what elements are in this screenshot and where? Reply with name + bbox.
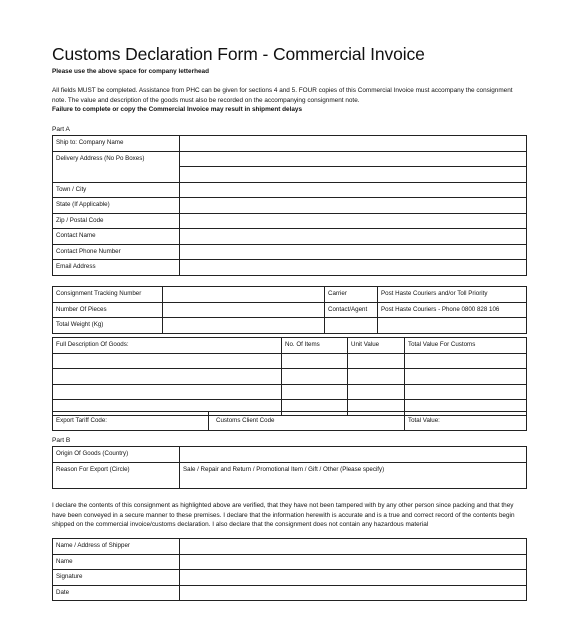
- tariff-table: [52, 411, 527, 431]
- unit-value-field[interactable]: [348, 384, 405, 400]
- client-code-label: Customs Client Code: [216, 417, 275, 424]
- client-code-field[interactable]: [209, 412, 405, 431]
- total-value-header: Total Value For Customs: [405, 338, 527, 354]
- unit-value-field[interactable]: [348, 369, 405, 385]
- total-value-field[interactable]: [405, 353, 527, 369]
- tracking-field[interactable]: [163, 287, 325, 303]
- part-a-table: [52, 135, 527, 276]
- contact-phone-field[interactable]: [180, 244, 527, 260]
- goods-description-field[interactable]: [53, 369, 282, 385]
- pieces-field[interactable]: [163, 302, 325, 318]
- carrier-label: Carrier: [325, 287, 378, 303]
- items-count-field[interactable]: [282, 384, 348, 400]
- name-field[interactable]: [180, 554, 527, 570]
- blank-value-cell: [378, 318, 527, 334]
- pieces-label: Number Of Pieces: [53, 302, 163, 318]
- email-label: Email Address: [53, 260, 180, 276]
- signature-label: Signature: [53, 570, 180, 586]
- unit-value-field[interactable]: [348, 353, 405, 369]
- ship-to-field[interactable]: [180, 136, 527, 152]
- signature-field[interactable]: [180, 570, 527, 586]
- goods-description-field[interactable]: [53, 384, 282, 400]
- instructions-text: All fields MUST be completed. Assistance from PHC can be given for sections 4 and 5. FOUR copies of this Commercial Invoice must accompany the consignment note. The value and description of the goods must also be recorded on the accompanying consignment note.: [52, 87, 513, 104]
- contact-agent-label: Contact/Agent: [325, 302, 378, 318]
- items-count-header: No. Of Items: [282, 338, 348, 354]
- date-field[interactable]: [180, 585, 527, 601]
- zip-label: Zip / Postal Code: [53, 213, 180, 229]
- total-value-field[interactable]: [405, 369, 527, 385]
- page-title: Customs Declaration Form - Commercial Invoice: [52, 44, 425, 64]
- reason-options[interactable]: Sale / Repair and Return / Promotional Item / Gift / Other (Please specify): [180, 462, 527, 488]
- goods-description-header: Full Description Of Goods:: [53, 338, 282, 354]
- origin-label: Origin Of Goods (Country): [53, 447, 180, 463]
- letterhead-note: Please use the above space for company letterhead: [52, 68, 209, 75]
- tariff-code-field[interactable]: Export Tariff Code:: [53, 412, 209, 431]
- contact-phone-label: Contact Phone Number: [53, 244, 180, 260]
- items-count-field[interactable]: [282, 353, 348, 369]
- zip-field[interactable]: [180, 213, 527, 229]
- part-b-table: [52, 446, 527, 489]
- state-field[interactable]: [180, 198, 527, 214]
- town-label: Town / City: [53, 182, 180, 198]
- instructions: [52, 86, 528, 115]
- blank-label-cell: [325, 318, 378, 334]
- contact-agent-value: Post Haste Couriers - Phone 0800 828 106: [378, 302, 527, 318]
- delivery-address-label: Delivery Address (No Po Boxes): [53, 151, 180, 182]
- origin-field[interactable]: [180, 447, 527, 463]
- consignment-table: [52, 286, 527, 334]
- declaration-text: I declare the contents of this consignment as highlighted above are verified, that they have not been tampered with by any other person since packing and that they have been conveyed in a secure manner to these premises. I declare that the information herewith is accurate and is a true and correct record of the contents begin shipped on the commercial invoice/customs declaration. I also declare that the consignment does not contain any hazardous material: [52, 502, 515, 528]
- contact-name-label: Contact Name: [53, 229, 180, 245]
- total-value-field[interactable]: [405, 384, 527, 400]
- reason-label: Reason For Export (Circle): [53, 462, 180, 488]
- town-field[interactable]: [180, 182, 527, 198]
- email-field[interactable]: [180, 260, 527, 276]
- state-label: State (If Applicable): [53, 198, 180, 214]
- tracking-label: Consignment Tracking Number: [53, 287, 163, 303]
- ship-to-label: Ship to: Company Name: [53, 136, 180, 152]
- part-a-label: Part A: [52, 126, 70, 133]
- goods-table: [52, 337, 527, 416]
- weight-field[interactable]: [163, 318, 325, 334]
- shipper-field[interactable]: [180, 539, 527, 555]
- shipper-label: Name / Address of Shipper: [53, 539, 180, 555]
- name-label: Name: [53, 554, 180, 570]
- unit-value-header: Unit Value: [348, 338, 405, 354]
- carrier-value: Post Haste Couriers and/or Toll Priority: [378, 287, 527, 303]
- delivery-address-field-2[interactable]: [180, 167, 527, 183]
- part-b-label: Part B: [52, 437, 71, 444]
- items-count-field[interactable]: [282, 369, 348, 385]
- date-label: Date: [53, 585, 180, 601]
- delay-warning: Failure to complete or copy the Commercial Invoice may result in shipment delays: [52, 106, 303, 114]
- delivery-address-field-1[interactable]: [180, 151, 527, 167]
- total-value-footer[interactable]: Total Value:: [405, 412, 527, 431]
- goods-description-field[interactable]: [53, 353, 282, 369]
- shipper-table: [52, 538, 527, 601]
- weight-label: Total Weight (Kg): [53, 318, 163, 334]
- contact-name-field[interactable]: [180, 229, 527, 245]
